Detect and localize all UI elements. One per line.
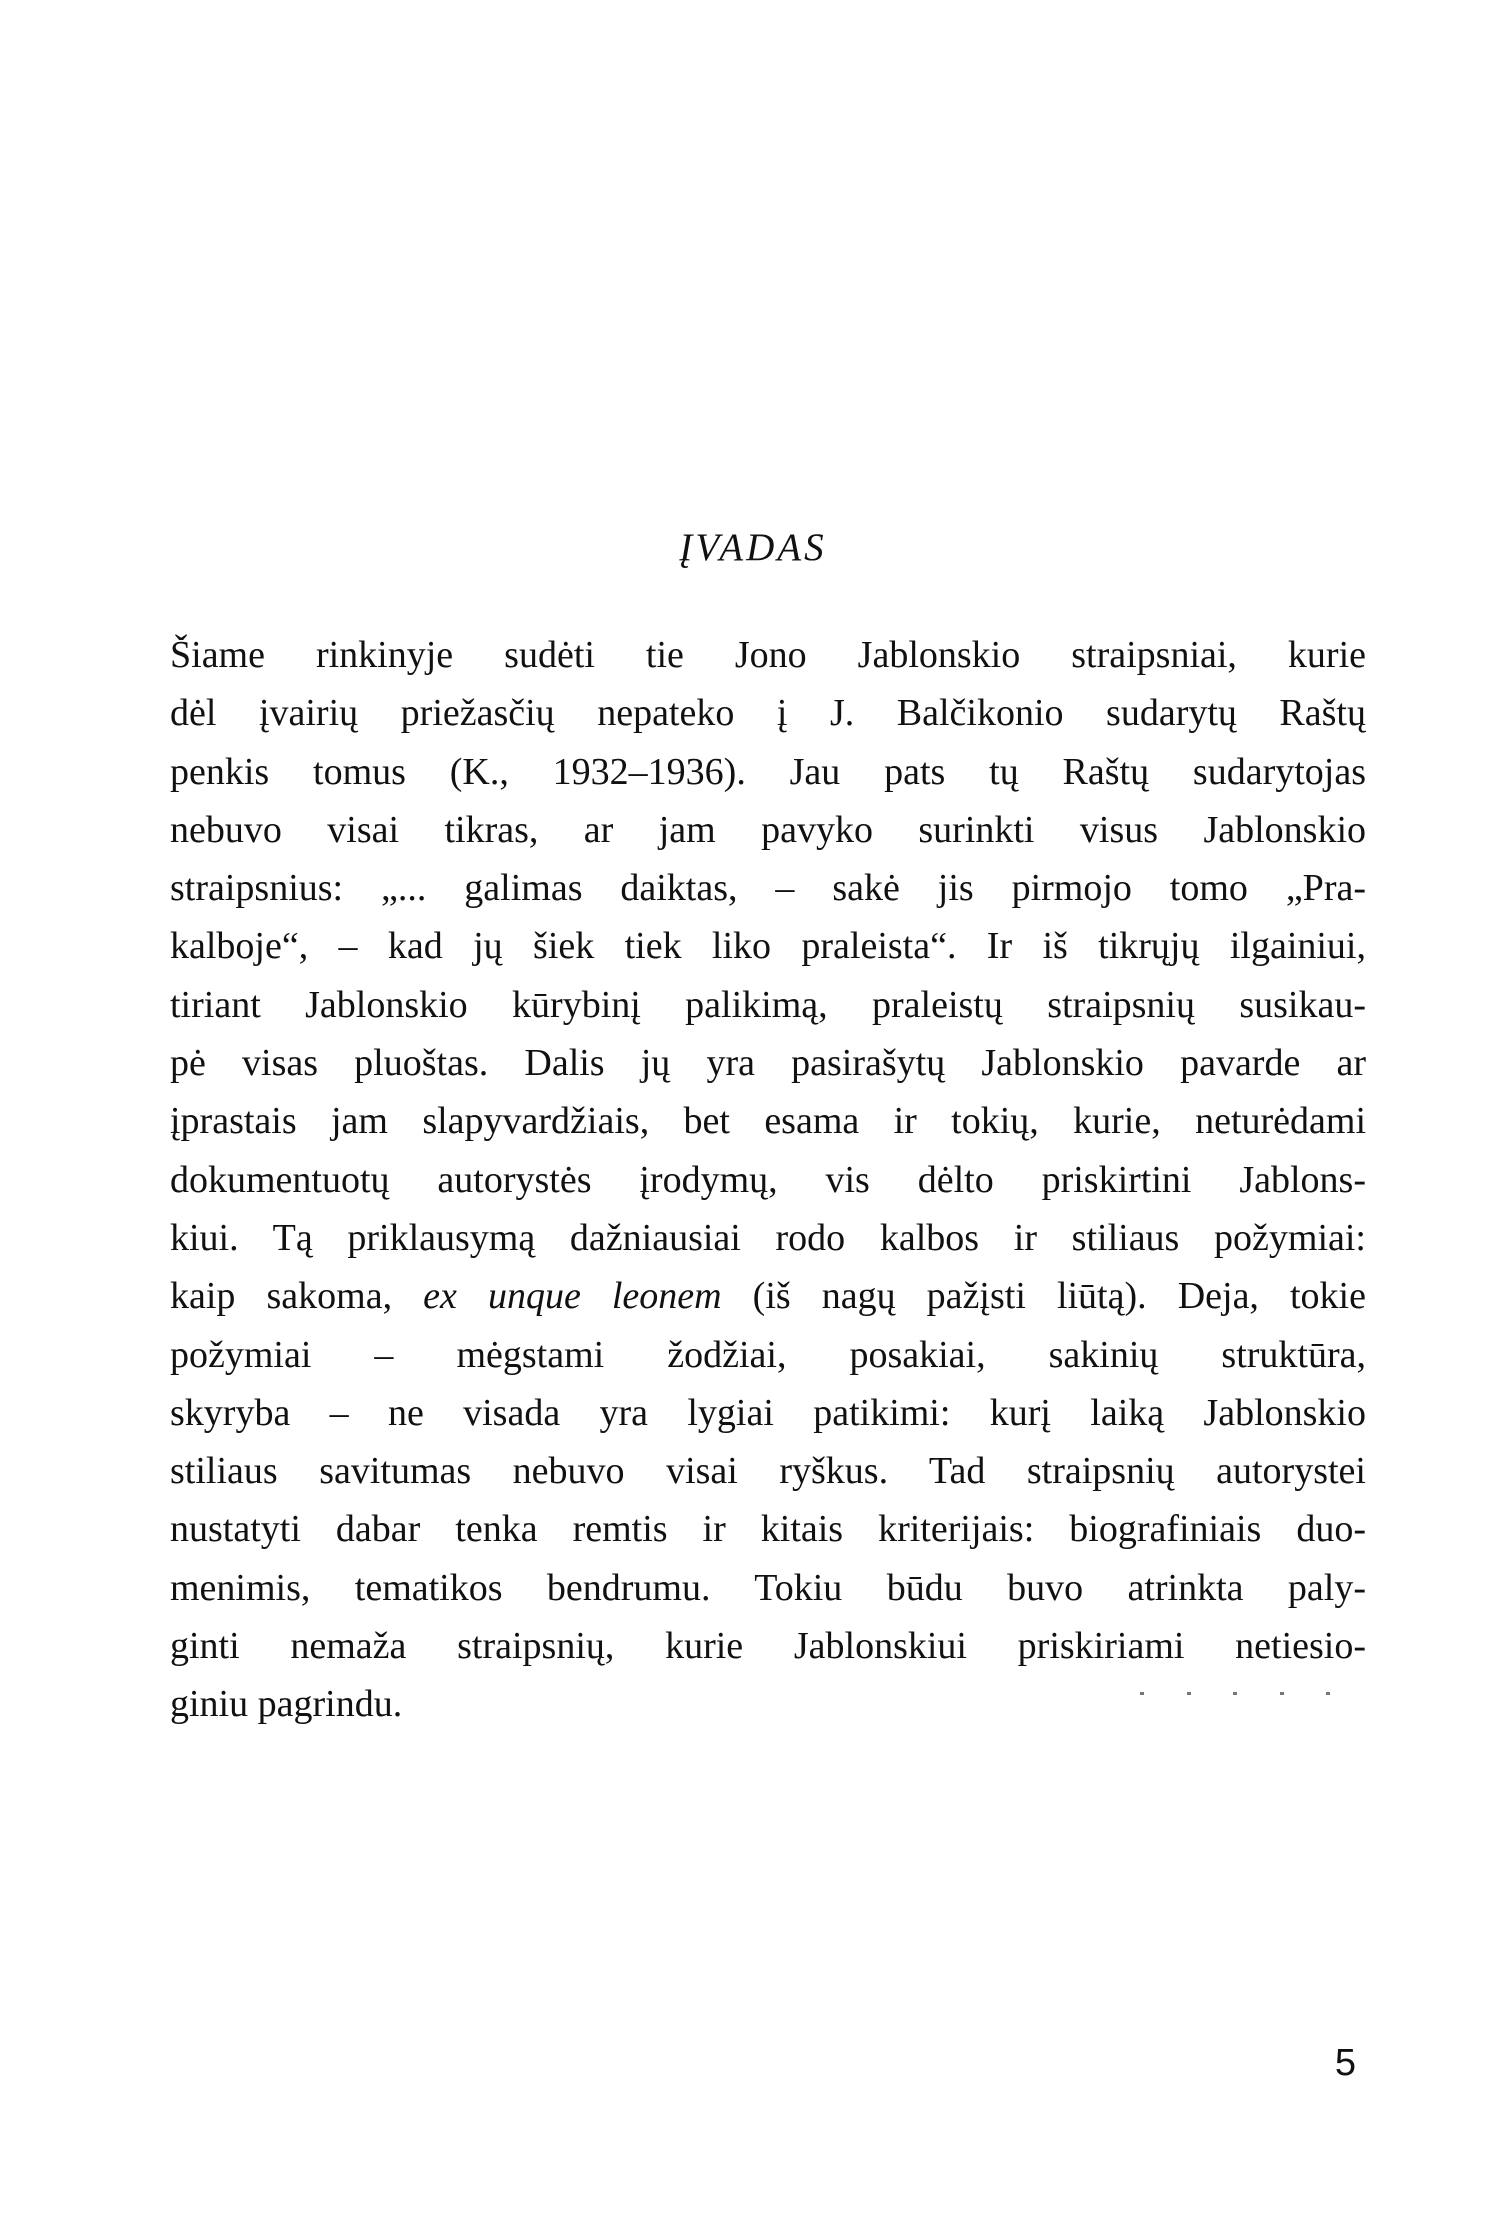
text-line: skyryba – ne visada yra lygiai patikimi: kurį laiką Jablonskio bbox=[170, 1391, 1366, 1434]
text-line: straipsnius: „... galimas daiktas, – sakė jis pirmojo tomo „Pra- bbox=[170, 867, 1366, 910]
text-line: požymiai – mėgstami žodžiai, posakiai, sakinių struktūra, bbox=[170, 1333, 1366, 1376]
text-line: menimis, tematikos bendrumu. Tokiu būdu buvo atrinkta paly- bbox=[170, 1566, 1366, 1609]
text-line: Šiame rinkinyje sudėti tie Jono Jablonskio straipsniai, kurie bbox=[170, 634, 1366, 676]
text-line: kiui. Tą priklausymą dažniausiai rodo kalbos ir stiliaus požymiai: bbox=[170, 1216, 1366, 1259]
text-line: tiriant Jablonskio kūrybinį palikimą, praleistų straipsnių susikau- bbox=[170, 983, 1366, 1026]
line-text-after: (iš nagų pažįsti liūtą). Deja, tokie bbox=[721, 1275, 1366, 1318]
text-line: pė visas pluoštas. Dalis jų yra pasirašytų Jablonskio pavarde ar bbox=[170, 1042, 1366, 1085]
text-line: nustatyti dabar tenka remtis ir kitais kriterijais: biografiniais duo- bbox=[170, 1508, 1366, 1551]
text-line: penkis tomus (K., 1932–1936). Jau pats tų Raštų sudarytojas bbox=[170, 750, 1366, 793]
text-line: giniu pagrindu. bbox=[170, 1683, 403, 1726]
print-dots-divider bbox=[1140, 1690, 1330, 1696]
text-line: nebuvo visai tikras, ar jam pavyko surinkti visus Jablonskio bbox=[170, 808, 1366, 851]
text-line: įprastais jam slapyvardžiais, bet esama ir tokių, kurie, neturėdami bbox=[170, 1100, 1366, 1143]
text-line: dėl įvairių priežasčių nepateko į J. Balčikonio sudarytų Raštų bbox=[170, 692, 1366, 735]
introduction-paragraph bbox=[170, 626, 1366, 1734]
chapter-heading: ĮVADAS bbox=[679, 526, 827, 569]
text-line: kalboje“, – kad jų šiek tiek liko praleista“. Ir iš tikrųjų ilgainiui, bbox=[170, 925, 1366, 968]
text-line: stiliaus savitumas nebuvo visai ryškus. Tad straipsnių autorystei bbox=[170, 1450, 1366, 1493]
text-line-with-latin-quote bbox=[170, 1267, 1366, 1325]
latin-phrase: ex unque leonem bbox=[423, 1275, 722, 1318]
page-number: 5 bbox=[1334, 2042, 1356, 2084]
text-line: ginti nemaža straipsnių, kurie Jablonskiui priskiriami netiesio- bbox=[170, 1625, 1366, 1668]
text-line: dokumentuotų autorystės įrodymų, vis dėlto priskirtini Jablons- bbox=[170, 1158, 1366, 1201]
line-text-before: kaip sakoma, bbox=[170, 1275, 424, 1318]
